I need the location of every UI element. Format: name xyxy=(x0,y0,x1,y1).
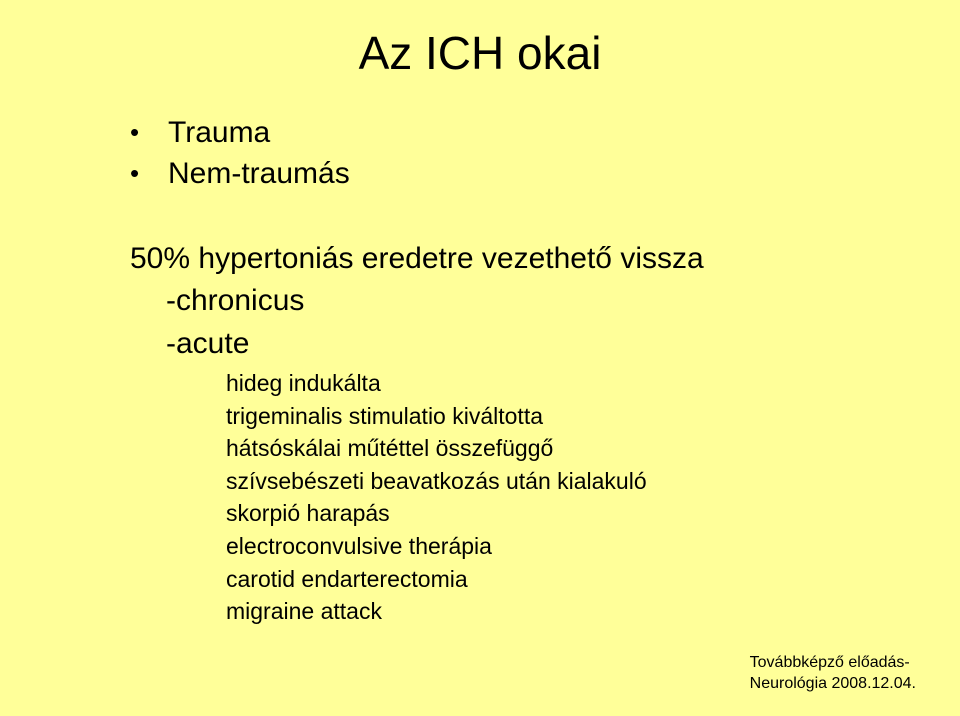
sub-line-chronicus: -chronicus xyxy=(166,284,305,317)
slide-title: Az ICH okai xyxy=(358,27,602,79)
detail-item: migraine attack xyxy=(226,598,382,625)
footer-line-2: Neurológia 2008.12.04. xyxy=(749,675,916,692)
hypertension-statement: 50% hypertoniás eredetre vezethető vissza xyxy=(130,242,704,275)
footer-line-1: Továbbképző előadás- xyxy=(749,654,910,671)
acute-cause-list xyxy=(226,367,647,628)
detail-item: hátsóskálai műtéttel összefüggő xyxy=(226,435,554,462)
bullet-dot-icon: • xyxy=(130,117,140,147)
bullet-dot-icon: • xyxy=(130,158,140,188)
detail-item: skorpió harapás xyxy=(226,500,390,527)
bullet-item-nem-traumas xyxy=(130,153,350,194)
detail-item: electroconvulsive therápia xyxy=(226,532,492,559)
bullet-list xyxy=(130,112,350,194)
slide-footer xyxy=(750,652,916,694)
sub-line-list xyxy=(166,279,304,365)
detail-item: carotid endarterectomia xyxy=(226,565,468,592)
sub-line-acute: -acute xyxy=(166,327,250,360)
detail-item: hideg indukálta xyxy=(226,370,381,396)
detail-item: szívsebészeti beavatkozás után kialakuló xyxy=(226,467,647,494)
bullet-item-trauma xyxy=(130,112,350,153)
bullet-label: Nem-traumás xyxy=(168,157,350,190)
detail-item: trigeminalis stimulatio kiváltotta xyxy=(226,402,544,429)
bullet-label: Trauma xyxy=(168,116,271,149)
